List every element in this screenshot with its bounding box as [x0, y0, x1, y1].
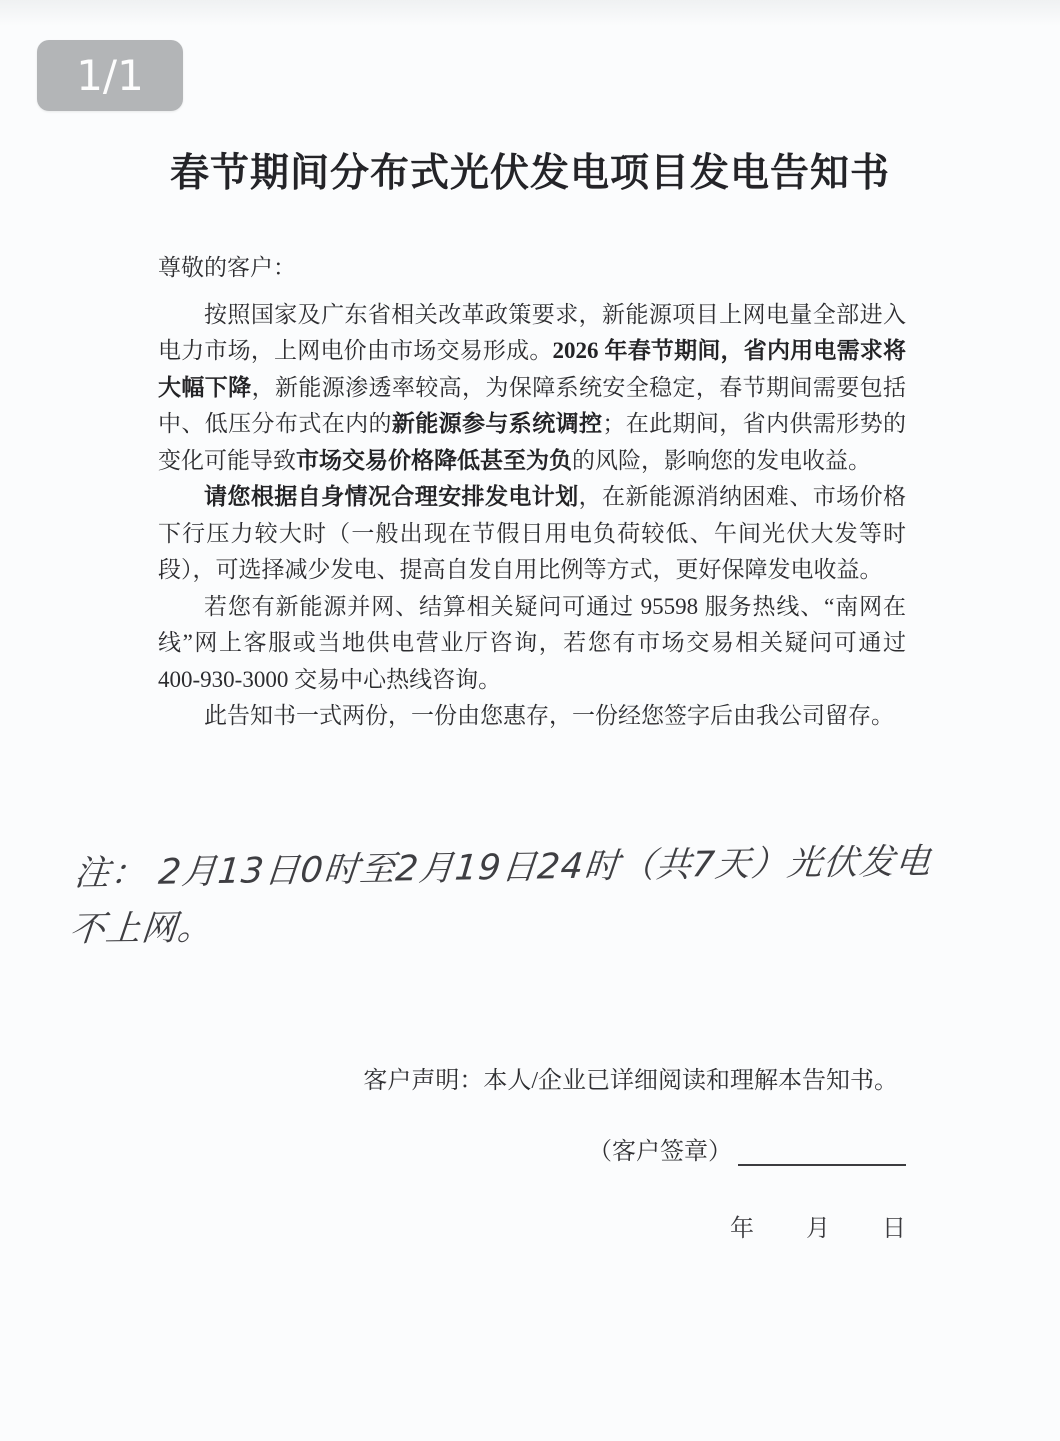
signature-block — [158, 1060, 906, 1243]
body-paragraph-1 — [158, 297, 906, 480]
document-title: 春节期间分布式光伏发电项目发电告知书 — [169, 152, 890, 195]
salutation: 尊敬的客户： — [158, 255, 296, 280]
paragraph-text-segment: ，新能源渗透率较高，为保障系统安全稳定，春节期间需要包括中、低压分布式在内的 — [158, 374, 907, 436]
paragraph-text-segment: ；在此期间，省内供需形势的变化可能导致 — [158, 411, 907, 473]
paragraph-text-segment-bold: 新能源参与系统调控 — [391, 411, 603, 436]
date-month-label: 月 — [806, 1216, 830, 1242]
document-body — [158, 250, 906, 735]
date-day-label: 日 — [882, 1216, 906, 1242]
paragraph-text-segment-bold: 市场交易价格降低甚至为负 — [296, 447, 572, 473]
body-paragraph-3 — [158, 589, 906, 699]
paragraph-text-segment: 按照国家及广东省相关改革政策要求，新能源项目上网电量全部进入电力市场，上网电价由市场交易形成。 — [158, 301, 906, 363]
page-indicator-badge — [37, 40, 183, 111]
customer-declaration: 客户声明：本人/企业已详细阅读和理解本告知书。 — [363, 1068, 898, 1094]
signature-label: （客户签章） — [588, 1139, 732, 1165]
body-paragraph-2 — [158, 479, 906, 589]
signature-blank-line — [738, 1136, 906, 1166]
paragraph-text-segment: 的风险，影响您的发电收益。 — [572, 447, 871, 473]
signature-row — [158, 1131, 906, 1166]
date-row — [158, 1208, 906, 1243]
paragraph-text-segment: 此告知书一式两份，一份由您惠存，一份经您签字后由我公司留存。 — [204, 703, 894, 728]
paragraph-text-segment-bold: 2026 年春节期间，省内用电需求将大幅下降 — [158, 338, 907, 400]
paragraph-text-segment-bold: 请您根据自身情况合理安排发电计划 — [204, 484, 579, 509]
date-year-label: 年 — [730, 1216, 754, 1242]
page-indicator-label: 1/1 — [76, 51, 144, 100]
paragraph-text-segment: ，在新能源消纳困难、市场价格下行压力较大时（一般出现在节假日用电负荷较低、午间光伏大发等时段），可选择减少发电、提高自发自用比例等方式，更好保障发电收益。 — [158, 484, 907, 582]
body-paragraph-4 — [158, 698, 906, 735]
paragraph-text-segment: 若您有新能源并网、结算相关疑问可通过 95598 服务热线、“南网在线”网上客服或当地供电营业厅咨询，若您有市场交易相关疑问可通过 400-930-3000 交易中心热线咨询。 — [158, 593, 906, 692]
handwritten-note: 注： 2月13日0时至2月19日24时（共7天）光伏发电不上网。 — [67, 841, 934, 951]
